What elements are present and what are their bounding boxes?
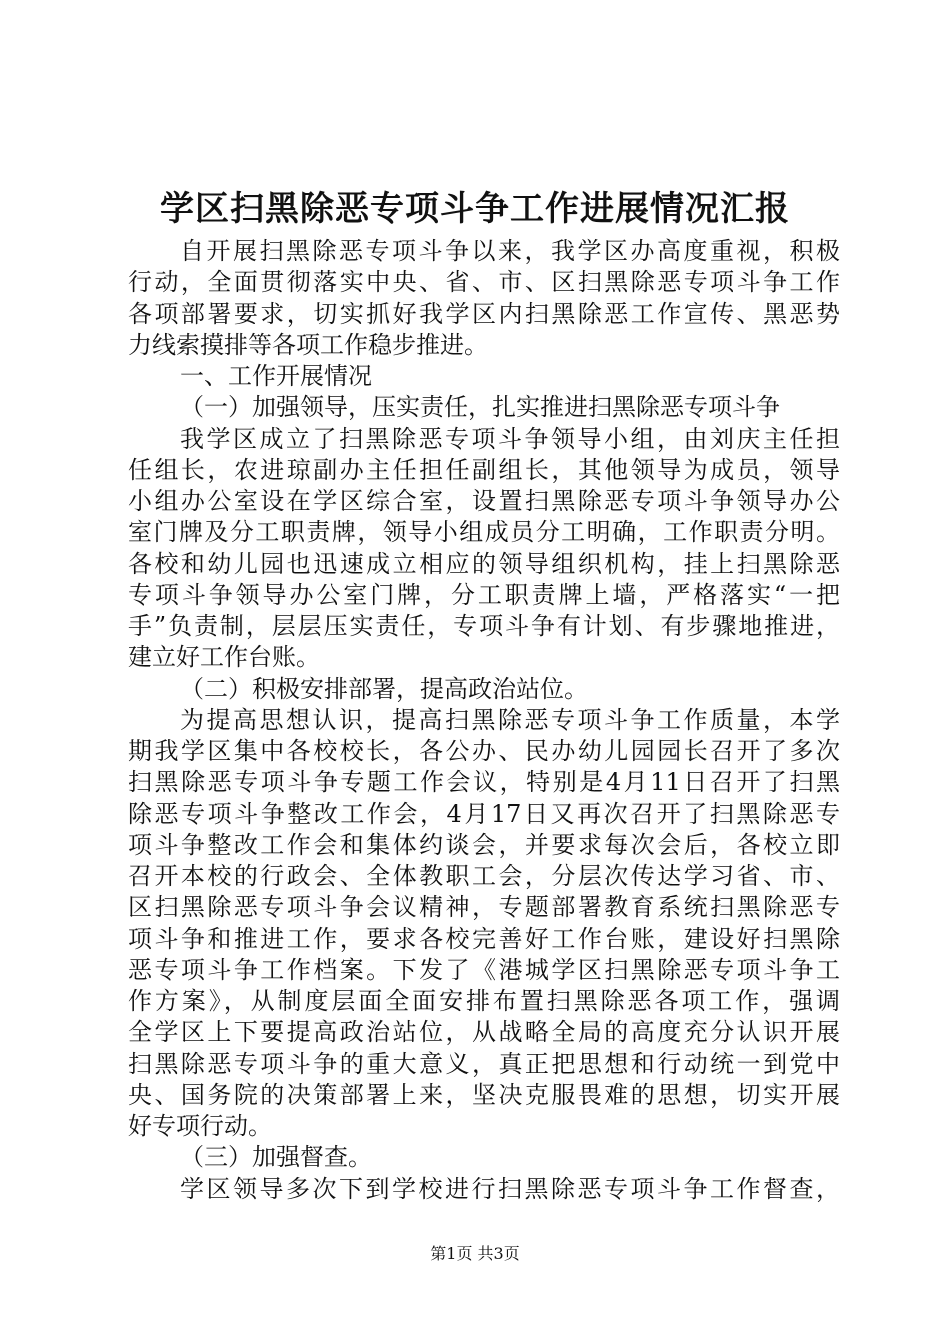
document-body bbox=[128, 236, 840, 1205]
text-line: 室门牌及分工职责牌，领导小组成员分工明确，工作职责分明。 bbox=[128, 518, 840, 547]
text-line: 项斗争和推进工作，要求各校完善好工作台账，建设好扫黑除 bbox=[128, 924, 840, 953]
text-line: （三）加强督查。 bbox=[180, 1143, 372, 1172]
text-line: 学区领导多次下到学校进行扫黑除恶专项斗争工作督查， bbox=[180, 1174, 840, 1203]
text-line: 小组办公室设在学区综合室，设置扫黑除恶专项斗争领导办公 bbox=[128, 487, 840, 515]
text-line: 除恶专项斗争整改工作会，4月17日又再次召开了扫黑除恶专 bbox=[128, 799, 840, 828]
text-line: 扫黑除恶专项斗争专题工作会议，特别是4月11日召开了扫黑 bbox=[128, 768, 840, 797]
text-line: 好专项行动。 bbox=[128, 1112, 272, 1140]
text-line: 扫黑除恶专项斗争的重大意义，真正把思想和行动统一到党中 bbox=[128, 1049, 840, 1078]
text-line: 建立好工作台账。 bbox=[128, 643, 320, 672]
text-line: 作方案》，从制度层面全面安排布置扫黑除恶各项工作，强调 bbox=[128, 987, 840, 1015]
text-line: 各项部署要求，切实抓好我学区内扫黑除恶工作宣传、黑恶势 bbox=[128, 299, 840, 328]
text-line: （一）加强领导，压实责任，扎实推进扫黑除恶专项斗争 bbox=[180, 393, 780, 422]
text-line: 全学区上下要提高政治站位，从战略全局的高度充分认识开展 bbox=[128, 1018, 840, 1047]
text-line: 力线索摸排等各项工作稳步推进。 bbox=[128, 330, 488, 359]
text-line: 自开展扫黑除恶专项斗争以来，我学区办高度重视，积极 bbox=[180, 237, 840, 265]
text-line: 区扫黑除恶专项斗争会议精神，专题部署教育系统扫黑除恶专 bbox=[128, 893, 840, 922]
text-line: 央、国务院的决策部署上来，坚决克服畏难的思想，切实开展 bbox=[128, 1080, 840, 1109]
text-line: 恶专项斗争工作档案。下发了《港城学区扫黑除恶专项斗争工 bbox=[128, 955, 840, 984]
text-line: 期我学区集中各校校长，各公办、民办幼儿园园长召开了多次 bbox=[128, 737, 840, 765]
text-line: 各校和幼儿园也迅速成立相应的领导组织机构，挂上扫黑除恶 bbox=[128, 549, 840, 578]
text-line: 为提高思想认识，提高扫黑除恶专项斗争工作质量，本学 bbox=[180, 705, 840, 734]
text-line: 任组长，农进琼副办主任担任副组长，其他领导为成员，领导 bbox=[128, 455, 840, 484]
text-line: 我学区成立了扫黑除恶专项斗争领导小组，由刘庆主任担 bbox=[180, 424, 840, 453]
page-footer: 第1页 共3页 bbox=[430, 1244, 520, 1263]
text-line: 专项斗争领导办公室门牌，分工职责牌上墙，严格落实“一把 bbox=[128, 580, 840, 609]
text-line: 一、工作开展情况 bbox=[180, 362, 372, 390]
text-line: 行动，全面贯彻落实中央、省、市、区扫黑除恶专项斗争工作 bbox=[128, 268, 840, 297]
text-line: 项斗争整改工作会和集体约谈会，并要求每次会后，各校立即 bbox=[128, 830, 840, 859]
text-line: （二）积极安排部署，提高政治站位。 bbox=[180, 674, 588, 703]
text-line: 召开本校的行政会、全体教职工会，分层次传达学习省、市、 bbox=[128, 862, 840, 890]
text-line: 手”负责制，层层压实责任，专项斗争有计划、有步骤地推进， bbox=[128, 612, 840, 640]
document-title: 学区扫黑除恶专项斗争工作进展情况汇报 bbox=[160, 189, 790, 229]
